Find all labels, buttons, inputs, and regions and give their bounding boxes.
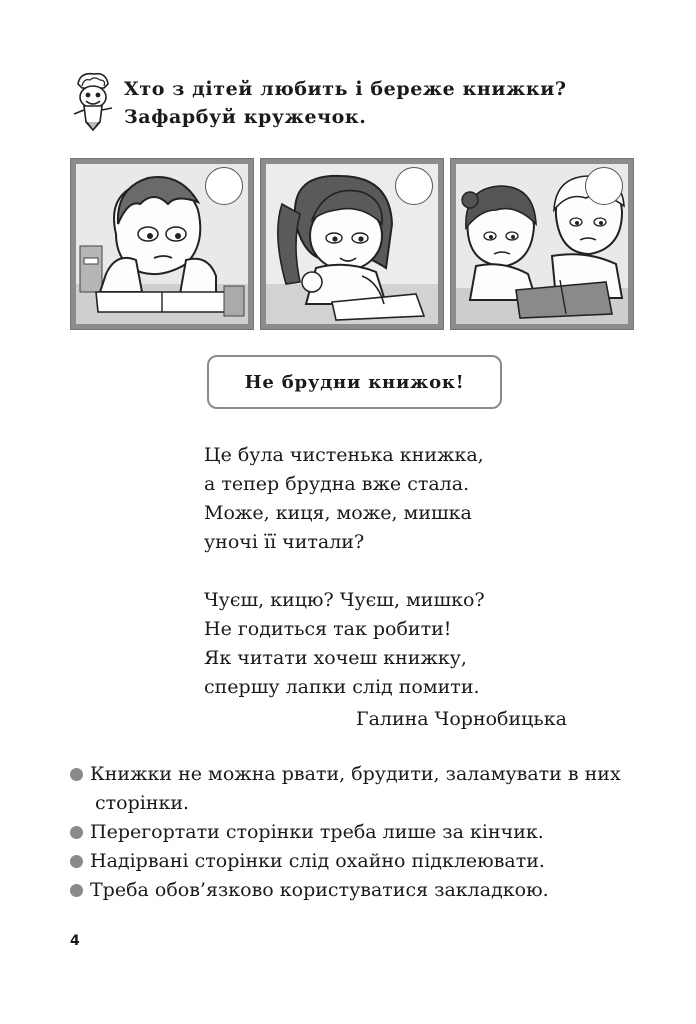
task-block [70, 70, 630, 130]
rule-text-continuation: сторінки. [95, 792, 190, 814]
picture-row [70, 158, 636, 332]
poem-line: Чуєш, кицю? Чуєш, мишко? [204, 589, 485, 611]
bullet-icon [70, 826, 83, 839]
rules-list [70, 760, 670, 905]
rule-text: Книжки не можна рвати, брудити, заламувати в них [90, 763, 621, 785]
list-item [70, 876, 670, 905]
pencil-character-icon [70, 70, 116, 132]
picture-3 [450, 158, 634, 330]
rule-text: Надірвані сторінки слід охайно підклеювати. [90, 850, 545, 872]
poem-line: Це була чистенька книжка, [204, 444, 484, 466]
poem-line: Може, киця, може, мишка [204, 502, 472, 524]
list-item [70, 818, 670, 847]
poem-line: а тепер брудна вже стала. [204, 473, 470, 495]
poem-line: спершу лапки слід помити. [204, 676, 480, 698]
page-number: 4 [70, 933, 80, 949]
list-item [70, 760, 670, 818]
poem-line: Не годиться так робити! [204, 618, 452, 640]
answer-circle-2[interactable] [395, 167, 433, 205]
task-question: Хто з дітей любить і береже книжки? [124, 78, 567, 100]
poem-title: Не брудни книжок! [244, 371, 465, 393]
bullet-icon [70, 855, 83, 868]
answer-circle-3[interactable] [585, 167, 623, 205]
rule-text: Треба обов’язково користуватися закладкою. [90, 879, 549, 901]
bullet-icon [70, 884, 83, 897]
task-instruction: Зафарбуй кружечок. [124, 106, 367, 128]
poem-line: Як читати хочеш книжку, [204, 647, 467, 669]
poem-author: Галина Чорнобицька [356, 708, 567, 730]
list-item [70, 847, 670, 876]
bullet-icon [70, 768, 83, 781]
picture-1 [70, 158, 254, 330]
poem-line: уночі її читали? [204, 531, 365, 553]
poem-title-box [207, 355, 502, 409]
poem [204, 441, 485, 702]
rule-text: Перегортати сторінки треба лише за кінчик. [90, 821, 544, 843]
picture-2 [260, 158, 444, 330]
answer-circle-1[interactable] [205, 167, 243, 205]
